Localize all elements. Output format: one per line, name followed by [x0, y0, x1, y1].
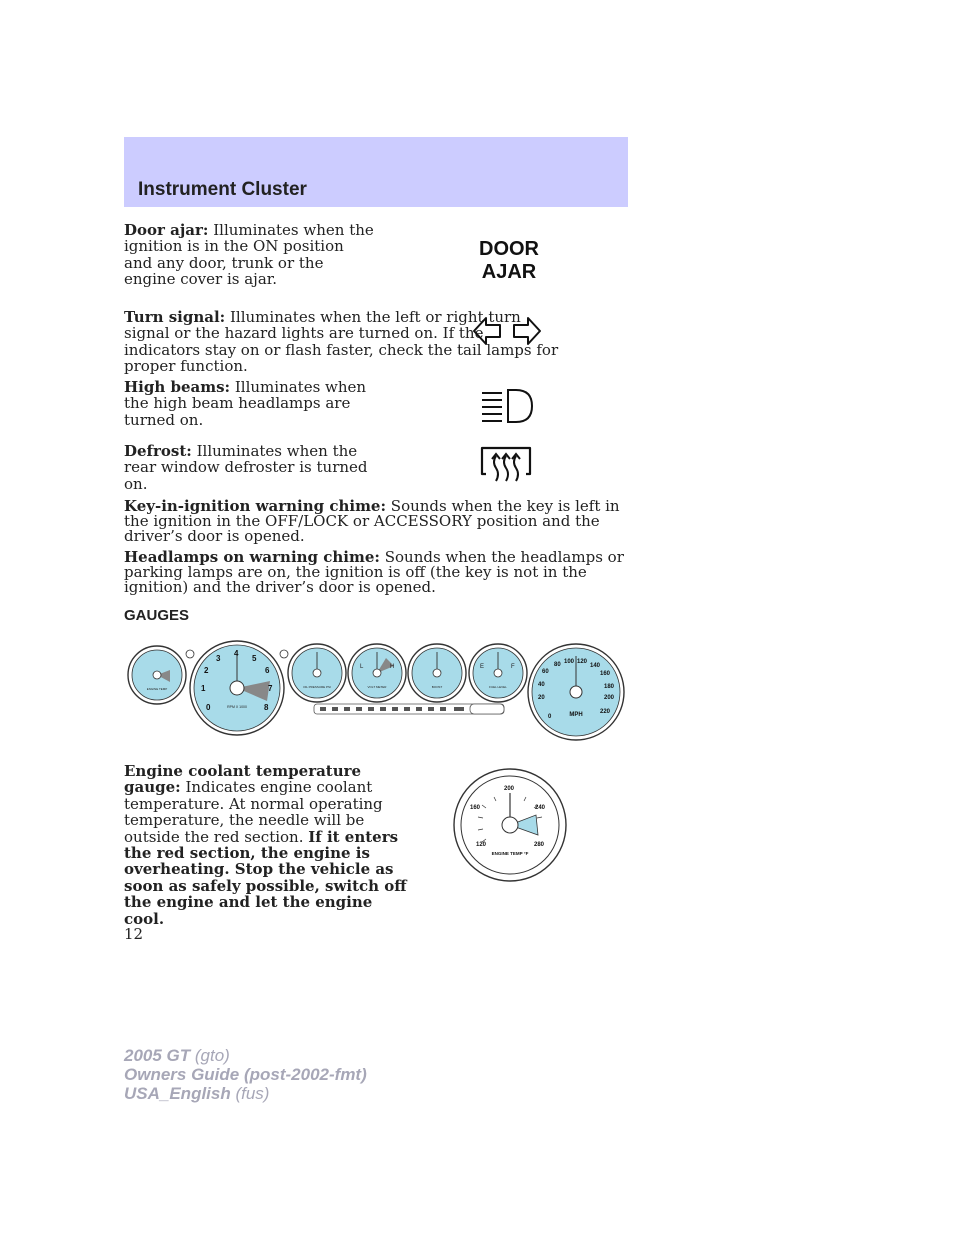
svg-text:6: 6 [265, 666, 270, 675]
coolant-text: Indicates engine coolant temperature. At normal operating temperature, the needle will be outside the red section. [124, 778, 383, 846]
high-beams-text: Illuminates when the high beam headlamps are turned on. [124, 378, 367, 429]
door-ajar-symbol-line1: DOOR [479, 238, 539, 260]
svg-text:VOLT METER: VOLT METER [367, 685, 387, 689]
engine-coolant-gauge [452, 767, 568, 883]
headlamp-chime-text: Sounds when the headlamps or parking lamps are on, the ignition is off (the key is not in the ignition) and the driver’s door is opened. [124, 548, 624, 597]
svg-text:2: 2 [204, 666, 209, 675]
svg-text:120: 120 [577, 659, 588, 665]
svg-text:RPM X 1000: RPM X 1000 [227, 705, 247, 709]
door-ajar-symbol-line2: AJAR [481, 261, 537, 283]
svg-text:80: 80 [554, 662, 561, 668]
cluster-tachometer [186, 641, 288, 735]
footer-line-1 [124, 1046, 367, 1065]
cluster-boost-gauge [408, 644, 466, 702]
coolant-warning: If it enters the red section, the engine is overheating. Stop the vehicle as soon as safely possible, switch off the engine and let the engine cool. [124, 827, 407, 928]
section-header-band [124, 137, 628, 207]
svg-text:4: 4 [234, 649, 239, 658]
svg-text:160: 160 [600, 671, 611, 677]
svg-text:180: 180 [604, 684, 615, 690]
svg-text:ENGINE TEMP °F: ENGINE TEMP °F [491, 851, 529, 856]
svg-text:MPH: MPH [569, 712, 583, 718]
turn-signal-arrows-icon [470, 313, 544, 349]
svg-text:280: 280 [534, 842, 545, 848]
cluster-warning-light-strip [314, 704, 504, 714]
defrost-label: Defrost: [124, 442, 192, 460]
high-beams-paragraph [124, 379, 379, 428]
gauges-heading: GAUGES [124, 607, 190, 624]
svg-text:F: F [511, 664, 515, 670]
svg-text:8: 8 [264, 703, 269, 712]
cluster-oil-pressure-gauge [288, 644, 346, 702]
svg-text:L: L [360, 664, 364, 670]
footer-language-code: (fus) [230, 1084, 270, 1103]
high-beams-label: High beams: [124, 378, 231, 396]
svg-text:5: 5 [252, 654, 257, 663]
defrost-paragraph [124, 443, 379, 492]
coolant-paragraph [124, 763, 416, 927]
svg-text:240: 240 [535, 805, 546, 811]
svg-text:220: 220 [600, 709, 611, 715]
footer-line-3 [124, 1084, 367, 1103]
document-footer [124, 1046, 367, 1103]
headlamp-chime-paragraph [124, 550, 628, 596]
cluster-speedometer [528, 644, 624, 740]
door-ajar-text: Illuminates when the ignition is in the ON position and any door, trunk or the engine cover is ajar. [124, 221, 374, 289]
svg-text:40: 40 [538, 682, 545, 688]
svg-text:ENGINE TEMP: ENGINE TEMP [146, 687, 168, 691]
svg-text:60: 60 [542, 669, 549, 675]
svg-text:0: 0 [548, 714, 552, 720]
turn-signal-text: Illuminates when the left or right turn signal or the hazard lights are turned on. If the indicators stay on or flash faster, check the tail lamps for proper function. [124, 308, 559, 376]
instrument-cluster-illustration [124, 638, 628, 742]
svg-text:120: 120 [476, 842, 487, 848]
page-number: 12 [124, 925, 144, 943]
key-chime-text: Sounds when the key is left in the ignition in the OFF/LOCK or ACCESSORY position and the driver’s door is opened. [124, 497, 620, 546]
cluster-fuel-gauge [469, 644, 527, 702]
key-chime-paragraph [124, 499, 628, 545]
svg-text:160: 160 [470, 805, 481, 811]
svg-text:7: 7 [268, 684, 273, 693]
rear-defrost-icon [480, 444, 534, 484]
door-ajar-symbol [470, 238, 548, 284]
svg-text:3: 3 [216, 654, 221, 663]
door-ajar-paragraph [124, 222, 374, 288]
footer-language: USA_English [124, 1084, 231, 1103]
svg-text:BOOST: BOOST [431, 685, 443, 689]
svg-text:0: 0 [206, 703, 211, 712]
section-title: Instrument Cluster [138, 179, 307, 200]
footer-guide: Owners Guide (post-2002-fmt) [124, 1065, 367, 1084]
svg-text:OIL PRESSURE PSI: OIL PRESSURE PSI [303, 685, 331, 689]
footer-line-2 [124, 1065, 367, 1084]
high-beam-icon [480, 388, 536, 424]
svg-text:200: 200 [604, 695, 615, 701]
cluster-engine-temp-gauge [128, 646, 186, 704]
svg-text:1: 1 [201, 684, 206, 693]
svg-text:200: 200 [504, 786, 515, 792]
svg-text:FUEL LEVEL: FUEL LEVEL [489, 685, 507, 689]
cluster-volt-meter-gauge [348, 644, 406, 702]
svg-text:100: 100 [564, 659, 575, 665]
svg-text:H: H [390, 664, 395, 670]
svg-text:20: 20 [538, 695, 545, 701]
svg-text:E: E [480, 664, 485, 670]
footer-model-code: (gto) [190, 1046, 230, 1065]
headlamp-chime-label: Headlamps on warning chime: [124, 548, 380, 566]
door-ajar-label: Door ajar: [124, 221, 209, 239]
turn-signal-label: Turn signal: [124, 308, 226, 326]
footer-model: 2005 GT [124, 1046, 191, 1065]
key-chime-label: Key-in-ignition warning chime: [124, 497, 387, 515]
coolant-label: Engine coolant temperature gauge: [124, 762, 362, 797]
svg-text:140: 140 [590, 663, 601, 669]
defrost-text: Illuminates when the rear window defroster is turned on. [124, 442, 368, 493]
